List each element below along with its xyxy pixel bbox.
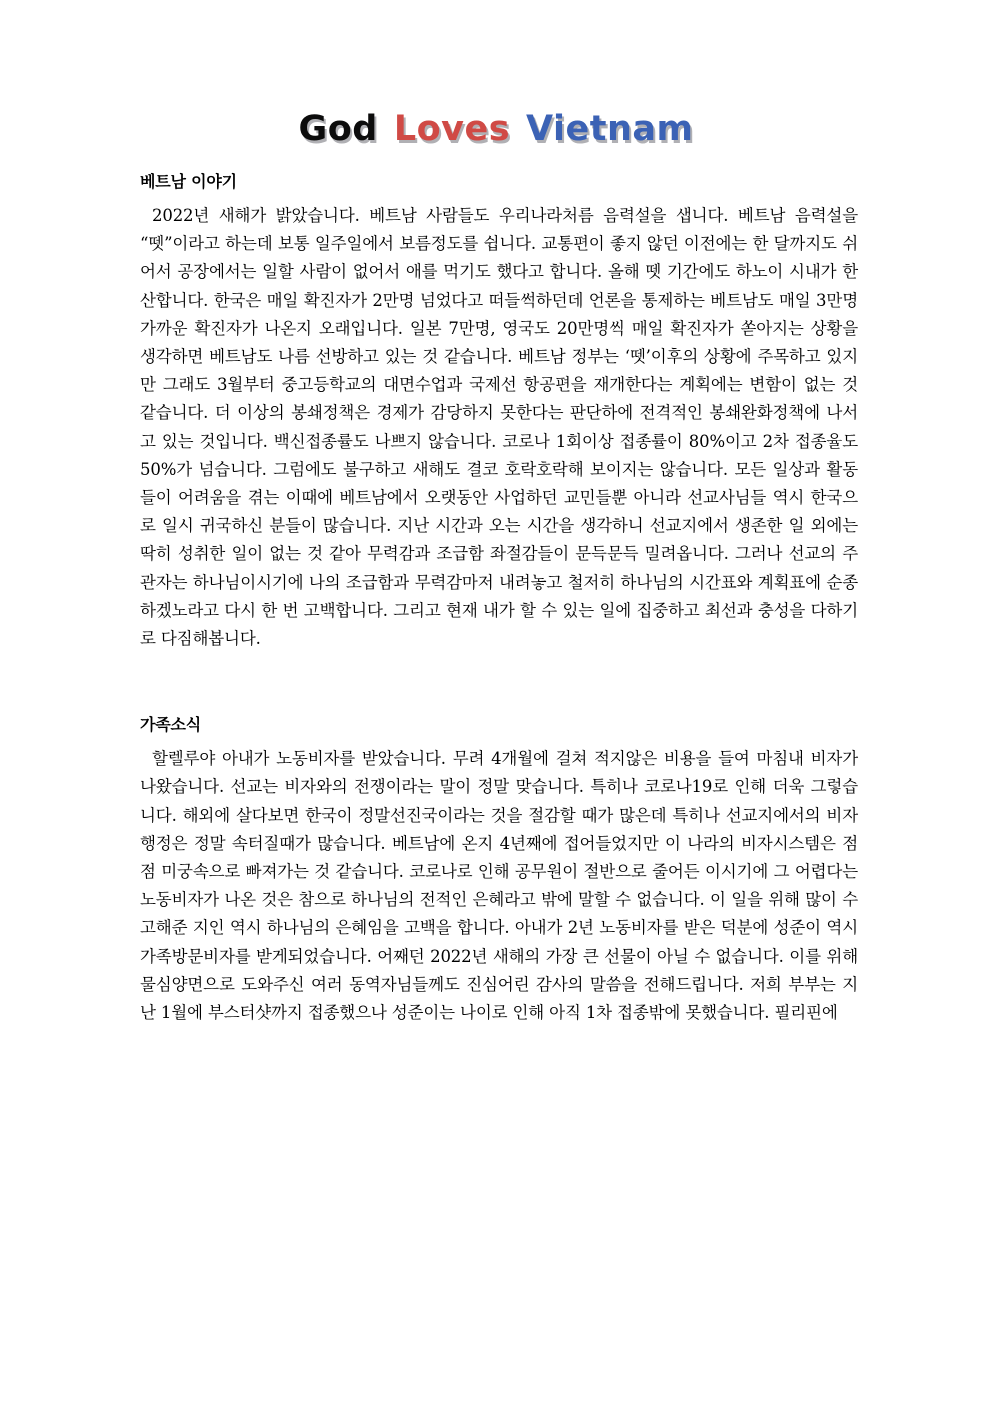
section-paragraph-family-news: 할렐루야 아내가 노동비자를 받았습니다. 무려 4개월에 걸쳐 적지않은 비용을 들여 마침내 비자가 나왔습니다. 선교는 비자와의 전쟁이라는 말이 정말 맞습니다. 특히나 코로나19로 인해 더욱 그렇습니다. 해외에 살다보면 한국이 정말선진국이라는 것을 절감할 때가 많은데 특히나 선교지에서의 비자행정은 정말 속터질때가 많습니다. 베트남에 온지 4년째에 접어들었지만 이 나라의 비자시스템은 점점 미궁속으로 빠져가는 것 같습니다. 코로나로 인해 공무원이 절반으로 줄어든 이시기에 그 어렵다는 노동비자가 나온 것은 참으로 하나님의 전적인 은혜라고 밖에 말할 수 없습니다. 이 일을 위해 많이 수고해준 지인 역시 하나님의 은혜임을 고백을 합니다. 아내가 2년 노동비자를 받은 덕분에 성준이 역시 가족방문비자를 받게되었습니다. 어째던 2022년 새해의 가장 큰 선물이 아닐 수 없습니다. 이를 위해 물심양면으로 도와주신 여러 동역자님들께도 진심어린 감사의 말씀을 전해드립니다. 저희 부부는 지난 1월에 부스터샷까지 접종했으나 성준이는 나이로 인해 아직 1차 접종밖에 못했습니다. 필리핀에 [140, 749, 858, 1023]
section-heading-family-news: 가족소식 [140, 715, 202, 735]
document-body [140, 168, 858, 1027]
document-title [0, 110, 992, 149]
section-spacer [140, 653, 858, 711]
section-paragraph-vietnam-story: 2022년 새해가 밝았습니다. 베트남 사람들도 우리나라처름 음력설을 샙니다. 베트남 음력설을 “뗏”이라고 하는데 보통 일주일에서 보름정도를 쉽니다. 교통편이 좋지 않던 이전에는 한 달까지도 쉬어서 공장에서는 일할 사람이 없어서 애를 먹기도 했다고 합니다. 올해 뗏 기간에도 하노이 시내가 한산합니다. 한국은 매일 확진자가 2만명 넘었다고 떠들썩하던데 언론을 통제하는 베트남도 매일 3만명 가까운 확진자가 나온지 오래입니다. 일본 7만명, 영국도 20만명씩 매일 확진자가 쏟아지는 상황을 생각하면 베트남도 나름 선방하고 있는 것 같습니다. 베트남 정부는 ‘뗏’이후의 상황에 주목하고 있지만 그래도 3월부터 중고등학교의 대면수업과 국제선 항공편을 재개한다는 계획에는 변함이 없는 것 같습니다. 더 이상의 봉쇄정책은 경제가 감당하지 못한다는 판단하에 전격적인 봉쇄완화정책에 나서고 있는 것입니다. 백신접종률도 나쁘지 않습니다. 코로나 1회이상 접종률이 80%이고 2차 접종율도 50%가 넘습니다. 그럼에도 불구하고 새해도 결코 호락호락해 보이지는 않습니다. 모든 일상과 활동들이 어려움을 겪는 이때에 베트남에서 오랫동안 사업하던 교민들뿐 아니라 선교사님들 역시 한국으로 일시 귀국하신 분들이 많습니다. 지난 시간과 오는 시간을 생각하니 선교지에서 생존한 일 외에는 딱히 성취한 일이 없는 것 같아 무력감과 조급함 좌절감들이 문득문득 밀려옵니다. 그러나 선교의 주관자는 하나님이시기에 나의 조급함과 무력감마저 내려놓고 철저히 하나님의 시간표와 계획표에 순종하겠노라고 다시 한 번 고백합니다. 그리고 현재 내가 할 수 있는 일에 집중하고 최선과 충성을 다하기로 다짐해봅니다. [140, 206, 858, 649]
title-word-god: God [298, 109, 378, 149]
section-heading-vietnam-story: 베트남 이야기 [140, 172, 237, 191]
title-word-loves: Loves [393, 109, 511, 149]
title-word-vietnam: Vietnam [526, 109, 694, 149]
